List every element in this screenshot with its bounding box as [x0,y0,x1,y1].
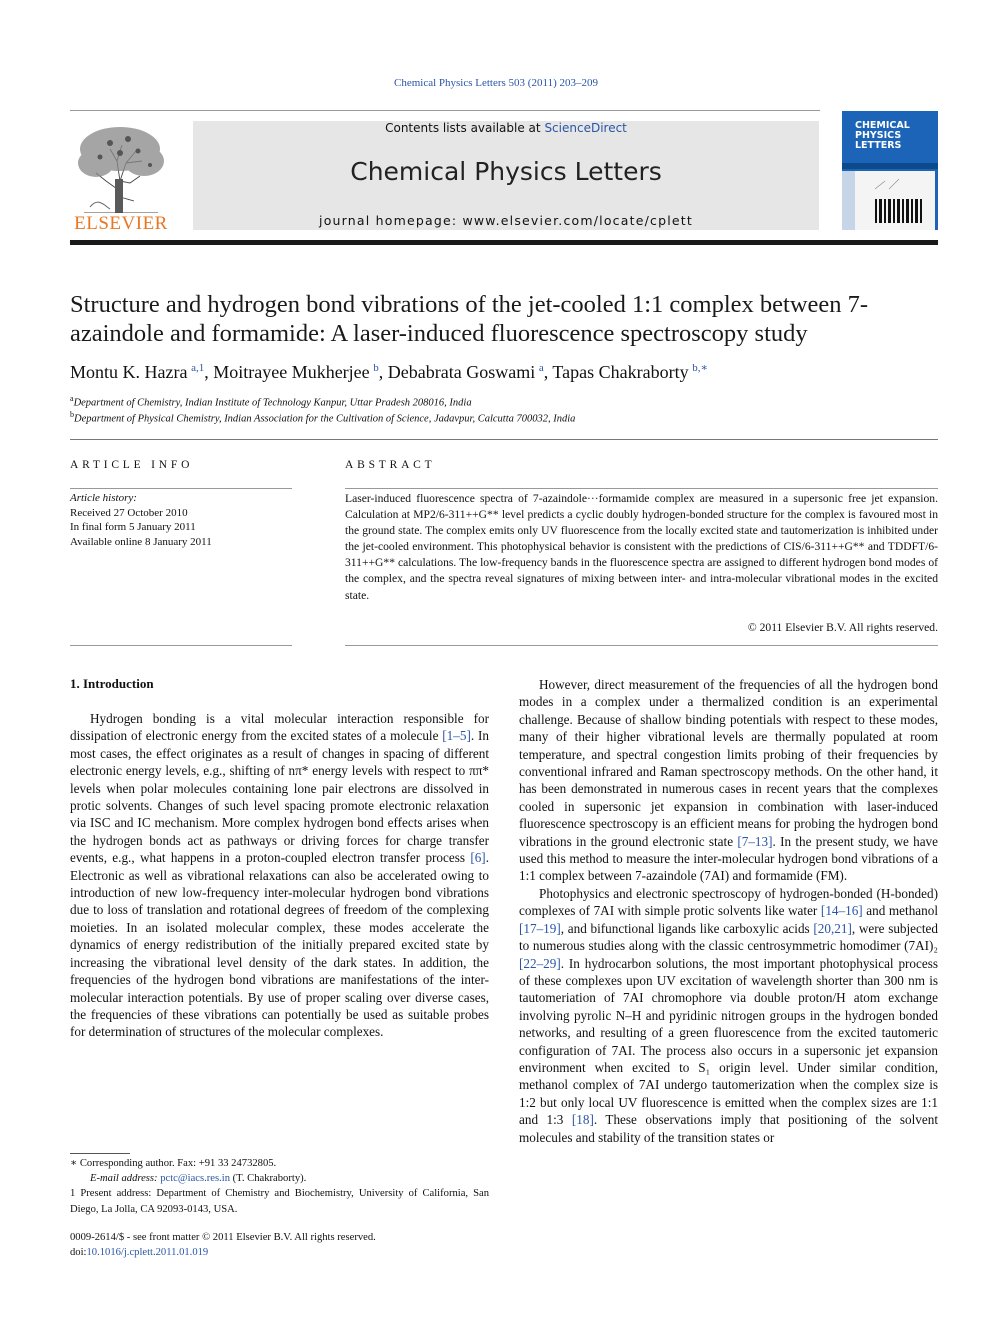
paragraph-text: Photophysics and electronic spectroscopy of hydrogen-bonded (H-bonded) complexes of 7AI with simple protic solvents like water [519,885,938,919]
sciencedirect-link[interactable]: ScienceDirect [544,121,627,135]
paragraph-text: . In hydrocarbon solutions, the most important photophysical process of these complexes upon UV excitation of wavelength shorter than 300 nm is tautomeriation of 7AI chromophore via double proton/H atom exchange involving pyrolic N–H and pyridinic nitrogen groups in the hydrogen bonded networks, and resulting of a green fluorescence from the excited tautomeric configuration of 7AI. The process also occurs in a supersonic jet expansion environment when excited to S₁ origin level. Under similar condition, methanol complex of 7AI undergo tautomerization when the complex size is 1:2 but only local UV fluorescence is emitted when the complex sizes are 1:1 and 1:3 [519,955,938,1128]
paragraph-text: , were subjected to numerous studies along with the classic centrosymmetric homodimer (7AI)₂ [519,920,938,954]
issn-line: 0009-2614/$ - see front matter © 2011 Elsevier B.V. All rights reserved. [70,1232,376,1243]
author-affiliation-mark[interactable]: b [373,362,379,374]
affiliation-text: Department of Chemistry, Indian Institute of Technology Kanpur, Uttar Pradesh 208016, India [73,397,472,409]
section-heading: 1. Introduction [70,676,154,691]
homepage-prefix: journal homepage: [319,213,463,228]
article-info-heading: ARTICLE INFO [70,459,194,471]
affiliation [70,410,938,425]
journal-homepage [193,213,819,228]
paragraph-text: . In most cases, the effect originates as a result of changes in spacing of different electronic energy levels, e.g., shifting of nπ* energy levels with respect to ππ* levels when polar molecules containing lone pair electrons are dissolved in protic solvents. Changes of such level spacing promote electronic relaxation via ISC and IC mechanism. More complex hydrogen bond effects arises when the hydrogen bonds act as pathways or driving forces for charge transfer events, e.g., what happens in a proton-coupled electron transfer process [70,728,489,866]
header-rule [70,110,820,111]
contents-line [193,121,819,135]
title-rule [70,439,938,440]
author-affiliation-mark[interactable]: a,1 [191,362,205,374]
reference-link[interactable]: [7–13] [737,833,773,849]
reference-link[interactable]: [17–19] [519,920,561,936]
email-link[interactable]: pctc@iacs.res.in [160,1173,230,1185]
affiliation-label: b [70,410,74,419]
author-name[interactable]: Montu K. Hazra [70,362,188,382]
doi-link[interactable]: 10.1016/j.cplett.2011.01.019 [86,1247,209,1259]
journal-cover[interactable] [842,111,938,230]
cover-side-strip [842,171,855,230]
paragraph-text: However, direct measurement of the frequencies of all the hydrogen bond modes in a complex under a thermalized condition is an experimental challenge. Because of shallow binding potentials with respect to these modes, many of their higher vibrational levels are thermally populated at room temperature, and spectral congestion limits probing of their frequencies by conventional infrared and Raman spectroscopy methods. On the other hand, it has been demonstrated in numerous cases in recent years that the complexes cooled in supersonic jet expansion in combination with laser-induced fluorescence spectroscopy is an efficient means for probing the hydrogen bond vibrations in the ground electronic state [519,677,938,849]
paragraph-text: Hydrogen bonding is a vital molecular interaction responsible for dissipation of electronic energy from the excited states of a molecule [70,711,489,744]
footnote-rule [70,1153,130,1154]
tree-icon [70,121,172,213]
reference-link[interactable]: [22–29] [519,955,561,971]
reference-link[interactable]: [14–16] [820,903,863,919]
author-name[interactable]: Moitrayee Mukherjee [213,362,370,382]
cover-image [855,171,935,230]
article-info-bottom-rule [70,645,292,646]
article-info-rule [70,488,292,489]
elsevier-wordmark: ELSEVIER [74,213,168,234]
copyright: © 2011 Elsevier B.V. All rights reserved. [747,621,938,634]
revised-date: In final form 5 January 2011 [70,521,196,534]
present-address-note: 1 Present address: Department of Chemistry and Biochemistry, University of California, San Diego, La Jolla, CA 92093-0143, USA. [70,1188,489,1215]
body-column-right [519,676,938,1146]
article-title: Structure and hydrogen bond vibrations of the jet-cooled 1:1 complex between 7-azaindole and formamide: A laser-induced fluorescence spectroscopy study [70,291,869,347]
affiliation [70,394,938,409]
author-name[interactable]: Debabrata Goswami [387,362,536,382]
cover-band [842,163,938,169]
abstract-bottom-rule [345,645,938,646]
affiliation-label: a [70,394,74,403]
paragraph-text: . These observations imply that positioning of the solvent molecules and stability of the transition states or [519,1112,938,1145]
email-suffix: (T. Chakraborty). [230,1173,307,1185]
affiliation-text: Department of Physical Chemistry, Indian Association for the Cultivation of Science, Jadavpur, Calcutta 700032, India [74,413,576,425]
journal-title: Chemical Physics Letters [350,157,662,186]
homepage-url[interactable]: www.elsevier.com/locate/cplett [462,213,693,228]
contents-prefix: Contents lists available at [385,121,545,135]
paragraph-text: , and bifunctional ligands like carboxylic acids [560,920,814,936]
reference-link[interactable]: [20,21] [813,920,852,936]
email-label: E-mail address: [90,1173,161,1185]
received-date: Received 27 October 2010 [70,506,188,519]
paragraph [519,885,938,1146]
journal-citation[interactable]: Chemical Physics Letters 503 (2011) 203–209 [394,77,598,89]
reference-link[interactable]: [6] [470,850,486,866]
author-affiliation-mark[interactable]: b,∗ [692,362,708,374]
cover-title: CHEMICAL PHYSICS LETTERS [855,120,910,151]
abstract-heading: ABSTRACT [345,459,436,471]
reference-link[interactable]: [18] [571,1112,594,1128]
article-history [70,491,292,549]
paragraph-text: . In the present study, we have used this method to measure the inter-molecular hydrogen bond vibrations of a 1:1 complex between 7-azaindole (7AI) and formamide (FM). [519,833,938,884]
paragraph [519,676,938,885]
paragraph-text: . Electronic as well as vibrational relaxations can also be accelerated owing to introduction of new low-frequency inter-molecular hydrogen bond vibrations due to loss of translation and rotational degrees of freedom of the complexing moieties. In an isolated molecular complex, these modes accelerate the dynamics of energy redistribution of the initially prepared excited state by increasing the vibrational level density of the dark states. In addition, the frequencies of the hydrogen bond vibrations are manifestations of the inter-molecular interaction potentials. By use of proper scaling over diverse cases, the frequencies of these vibrations can potentially be used as suitable probes for determination of structures of the molecular complexes. [70,850,489,1040]
email-note [70,1171,489,1186]
barcode-icon [855,171,935,230]
author-name[interactable]: Tapas Chakraborty [552,362,689,382]
footnotes [70,1156,489,1217]
doi-label: doi: [70,1247,87,1259]
doi-line [70,1245,489,1260]
header-thick-rule [70,240,938,245]
reference-link[interactable]: [1–5] [442,728,471,744]
issn-block [70,1230,489,1260]
history-label: Article history: [70,492,137,504]
abstract-text: Laser-induced fluorescence spectra of 7-azaindole···formamide complex are measured in a supersonic free jet expansion. Calculation at MP2/6-311++G** level predicts a cyclic doubly hydrogen-bonded structure for the complex is favoured most in the ground state. The complex emits only UV fluorescence from the locally excited state and tautomerization is inhibited under the jet-cooled environment. This photophysical behavior is consistent with the predictions of CIS/6-311++G** and TDDFT/6-311++G** calculations. The low-frequency bands in the fluorescence spectra are assigned to different hydrogen bond modes of the complex, and the spectra reveal signatures of mixing between inter- and intra-molecular vibrational modes in the excited state. [345,492,938,602]
author-list: Montu K. Hazra $^{a,1}$, Moitrayee Mukherjee $^b$, Debabrata Goswami $^a$, Tapas Chakraborty $^{b,∗}$ [70,362,708,382]
corresponding-author-note: ∗ Corresponding author. Fax: +91 33 24732805. [70,1158,277,1169]
body-column-left [70,710,489,1041]
paragraph-text: and methanol [862,903,938,919]
author-affiliation-mark[interactable]: a [538,362,544,374]
abstract-rule [345,488,938,489]
online-date: Available online 8 January 2011 [70,535,212,548]
